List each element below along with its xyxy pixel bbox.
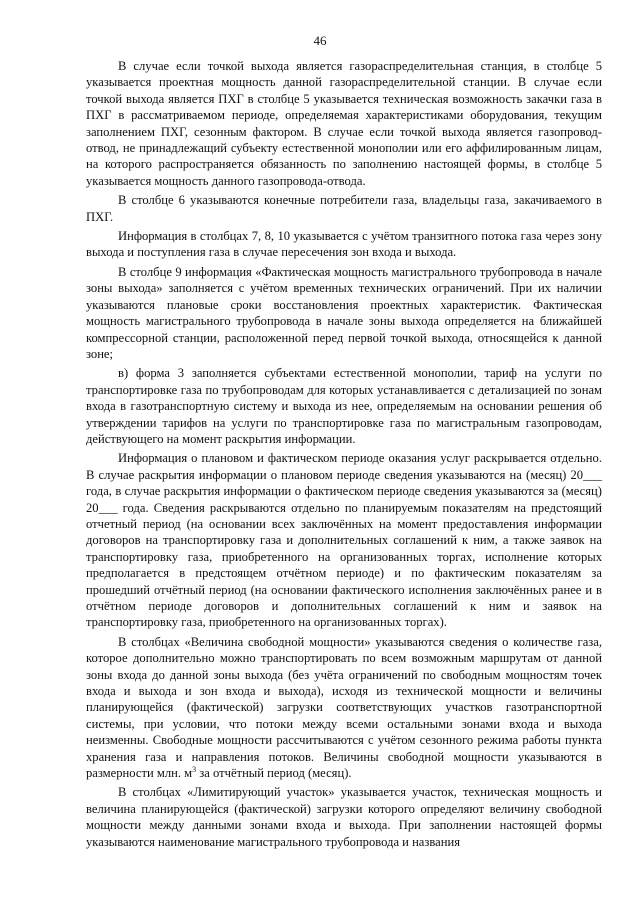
paragraph-column-9: В столбце 9 информация «Фактическая мощность магистрального трубопровода в начале зоны выхода» заполняется с учётом временных технических ограничений. При их наличии указываются плановые сроки восстановления проектных характеристик. Фактическая мощность магистрального трубопровода в начале зоны выхода определяется на ближайшей компрессорной станции, расположенной перед первой точкой выхода, относящейся к данной зоне; xyxy=(86,264,602,361)
paragraph-free-capacity xyxy=(86,634,602,782)
free-capacity-unit-suffix: за отчётный период (месяц). xyxy=(196,766,352,781)
paragraph-limiting-section: В столбцах «Лимитирующий участок» указывается участок, техническая мощность и величина планирующейся (фактической) загрузки которого определяют величину свободной мощности между данными зонами входа и выхода. При заполнении настоящей формы указываются наименование магистрального трубопровода и названия xyxy=(86,785,602,849)
document-body xyxy=(86,58,602,853)
paragraph-column-6: В столбце 6 указываются конечные потребители газа, владельцы газа, закачиваемого в ПХГ. xyxy=(86,193,602,224)
paragraph-exit-point-capacity: В случае если точкой выхода является газораспределительная станция, в столбце 5 указывается проектная мощность данной газораспределительной станции. В случае если точкой выхода является ПХГ в столбце 5 указывается техническая возможность закачки газа в ПХГ в рассматриваемом периоде, определяемая характеристиками оборудования, текущим заполнением ПХГ, сезонным фактором. В случае если точкой выхода является газопровод-отвод, не принадлежащий субъекту естественной монополии или его аффилированным лицам, на которого распространяется обязанность по заполнению настоящей формы, в столбце 5 указывается мощность данного газопровода-отвода. xyxy=(86,59,602,188)
cubic-superscript: 3 xyxy=(192,764,197,774)
free-capacity-text: В столбцах «Величина свободной мощности» указываются сведения о количестве газа, которое дополнительно можно транспортировать по всем возможным маршрутам от данной зоны входа до данной зоны выхода (без учёта ограничений по свободным мощностям точек входа и выхода и зон входа и выхода), исходя из технической мощности и величины планирующейся (фактической) загрузки соответствующих участков газотранспортной системы, при условии, что потоки между всеми остальными зонами входа и выхода неизменны. Свободные мощности рассчитываются с учётом сезонного режима работы пункта хранения газа и направления потоков. Величины свободной мощности указываются в размерности млн. м xyxy=(86,634,602,781)
paragraph-form-3: в) форма 3 заполняется субъектами естественной монополии, тариф на услуги по транспортировке газа по трубопроводам для которых устанавливается с детализацией по зонам входа в газотранспортную систему и выхода из нее, определяемым на основании решения об утверждении тарифов на услуги по транспортировке газа по магистральным газопроводам, действующего на момент раскрытия информации. xyxy=(86,366,602,446)
page-number: 46 xyxy=(313,33,327,48)
paragraph-planned-actual-period: Информация о плановом и фактическом периоде оказания услуг раскрывается отдельно. В случае раскрытия информации о плановом периоде сведения указываются на (месяц) 20___ года, в случае раскрытия информации о фактическом периоде сведения указываются за (месяц) 20___ года. Сведения раскрываются отдельно по планируемым показателям на предстоящий отчетный период (на основании всех заключённых на момент предоставления информации договоров на транспортировку газа и дополнительных соглашений к ним, а также заявок на транспортировку газа, приобретенного на организованных торгах, исполнение которых предполагается в предстоящем отчётном периоде) и по фактическим показателям за прошедший отчётный период (на основании фактического исполнения заключённых ранее и в отчётном периоде договоров и дополнительных соглашений к ним и заявок на транспортировку газа, приобретенного на организованных торгах). xyxy=(86,451,602,630)
paragraph-columns-7-8-10: Информация в столбцах 7, 8, 10 указывается с учётом транзитного потока газа через зону выхода и поступления газа в случае пересечения зон входа и выхода. xyxy=(86,229,602,260)
